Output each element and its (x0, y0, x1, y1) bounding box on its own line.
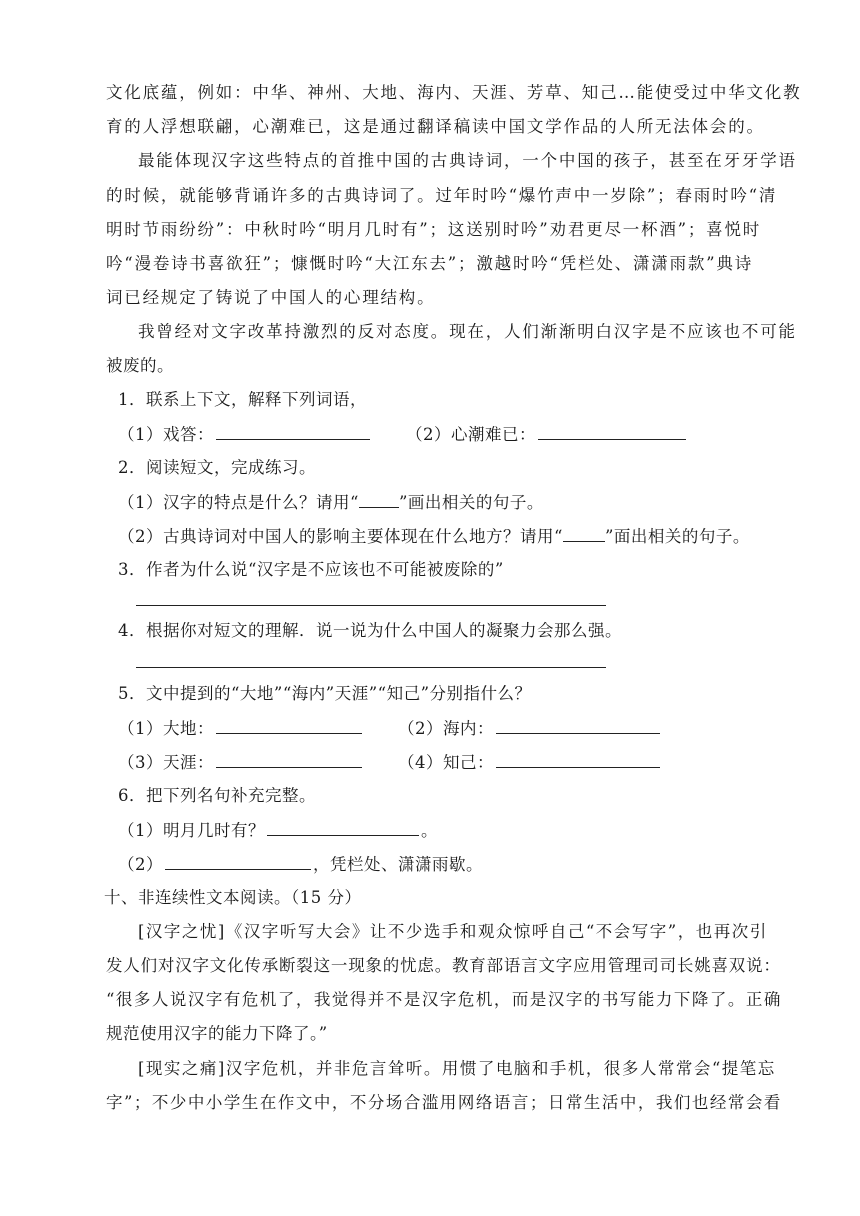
question-5c-label: （3）天涯： (118, 753, 214, 772)
question-6b-end: ，凭栏处、潇潇雨歇。 (313, 855, 483, 874)
answer-line[interactable] (136, 605, 606, 606)
question-5: 5．文中提到的“大地”“海内”天涯”“知己”分别指什么？ (118, 684, 532, 703)
question-2b-text: （2）古典诗词对中国人的影响主要体现在什么地方？请用“ (118, 527, 563, 546)
passage-line: 吟“漫卷诗书喜欲狂”；慷慨时吟“大江东去”；激越时吟“凭栏处、潇潇雨款”典诗 (106, 254, 754, 273)
answer-blank[interactable] (538, 423, 686, 440)
question-6a-end: 。 (421, 821, 438, 840)
section-text-line: 发人们对汉字文化传承断裂这一现象的忧虑。教育部语言文字应用管理司司长姚喜双说： (106, 956, 781, 975)
passage-line: 被废的。 (106, 356, 174, 375)
passage-line: 育的人浮想联翩，心潮难已，这是通过翻译稿读中国文学作品的人所无法体会的。 (106, 117, 765, 136)
answer-blank[interactable] (216, 717, 362, 734)
question-2a-text: （1）汉字的特点是什么？请用“ (118, 493, 359, 512)
question-1b (406, 423, 706, 446)
question-2: 2．阅读短文，完成练习。 (118, 458, 316, 477)
question-6: 6．把下列名句补充完整。 (118, 786, 316, 805)
answer-blank[interactable] (216, 423, 370, 440)
question-1a-label: （1）戏答： (118, 425, 214, 444)
question-6a (118, 819, 778, 842)
answer-blank[interactable] (165, 853, 311, 870)
question-5b (398, 717, 698, 740)
question-1: 1．联系上下文，解释下列词语， (118, 390, 367, 409)
question-5d-label: （4）知己： (398, 753, 494, 772)
question-2b (118, 525, 778, 548)
passage-line: 文化底蕴，例如：中华、神州、大地、海内、天涯、芳草、知己…能使受过中华文化教 (106, 83, 802, 102)
question-4: 4．根据你对短文的理解．说一说为什么中国人的凝聚力会那么强。 (118, 621, 622, 640)
passage-line: 最能体现汉字这些特点的首推中国的古典诗词，一个中国的孩子，甚至在牙牙学语 (138, 151, 797, 170)
answer-blank[interactable] (563, 525, 605, 542)
passage-line: 词已经规定了铸说了中国人的心理结构。 (106, 288, 436, 307)
question-2b-text-end: ”面出相关的句子。 (604, 527, 750, 546)
section-text-line: [汉字之忧]《汉字听写大会》让不少选手和观众惊呼自己“不会写字”，也再次引 (138, 922, 768, 941)
answer-blank[interactable] (359, 491, 399, 508)
question-5b-label: （2）海内： (398, 719, 494, 738)
answer-blank[interactable] (267, 819, 419, 836)
answer-blank[interactable] (496, 751, 660, 768)
question-6a-text: （1）明月几时有？ (118, 821, 265, 840)
question-5d (398, 751, 698, 774)
section-text-line: 规范使用汉字的能力下降了。” (106, 1024, 328, 1043)
passage-line: 我曾经对文字改革持激烈的反对态度。现在，人们渐渐明白汉字是不应该也不可能 (138, 322, 797, 341)
question-3: 3．作者为什么说“汉字是不应该也不可能被废除的” (118, 560, 504, 579)
section-heading: 十、非连续性文本阅读。（15 分） (104, 888, 362, 907)
question-6b (118, 853, 778, 876)
passage-line: 明时节雨纷纷”：中秋时吟“明月几时有”；这送别时吟”劝君更尽一杯酒”；喜悦时 (106, 220, 762, 239)
answer-blank[interactable] (216, 751, 362, 768)
answer-line[interactable] (136, 667, 606, 668)
section-text-line: 字”；不少中小学生在作文中，不分场合滥用网络语言；日常生活中，我们也经常会看 (106, 1093, 782, 1112)
question-5a-label: （1）大地： (118, 719, 214, 738)
question-1b-label: （2）心潮难已： (406, 425, 536, 444)
question-6b-text: （2） (118, 855, 163, 874)
section-text-line: [现实之痛]汉字危机，并非危言耸听。用惯了电脑和手机，很多人常常会“提笔忘 (138, 1059, 776, 1078)
question-2a (118, 491, 778, 514)
passage-line: 的时候，就能够背诵许多的古典诗词了。过年时吟“爆竹声中一岁除”；春雨时吟“清 (106, 186, 778, 205)
section-text-line: “很多人说汉字有危机了，我觉得并不是汉字危机，而是汉字的书写能力下降了。正确 (106, 990, 782, 1009)
answer-blank[interactable] (496, 717, 660, 734)
question-2a-text-end: ”画出相关的句子。 (398, 493, 544, 512)
